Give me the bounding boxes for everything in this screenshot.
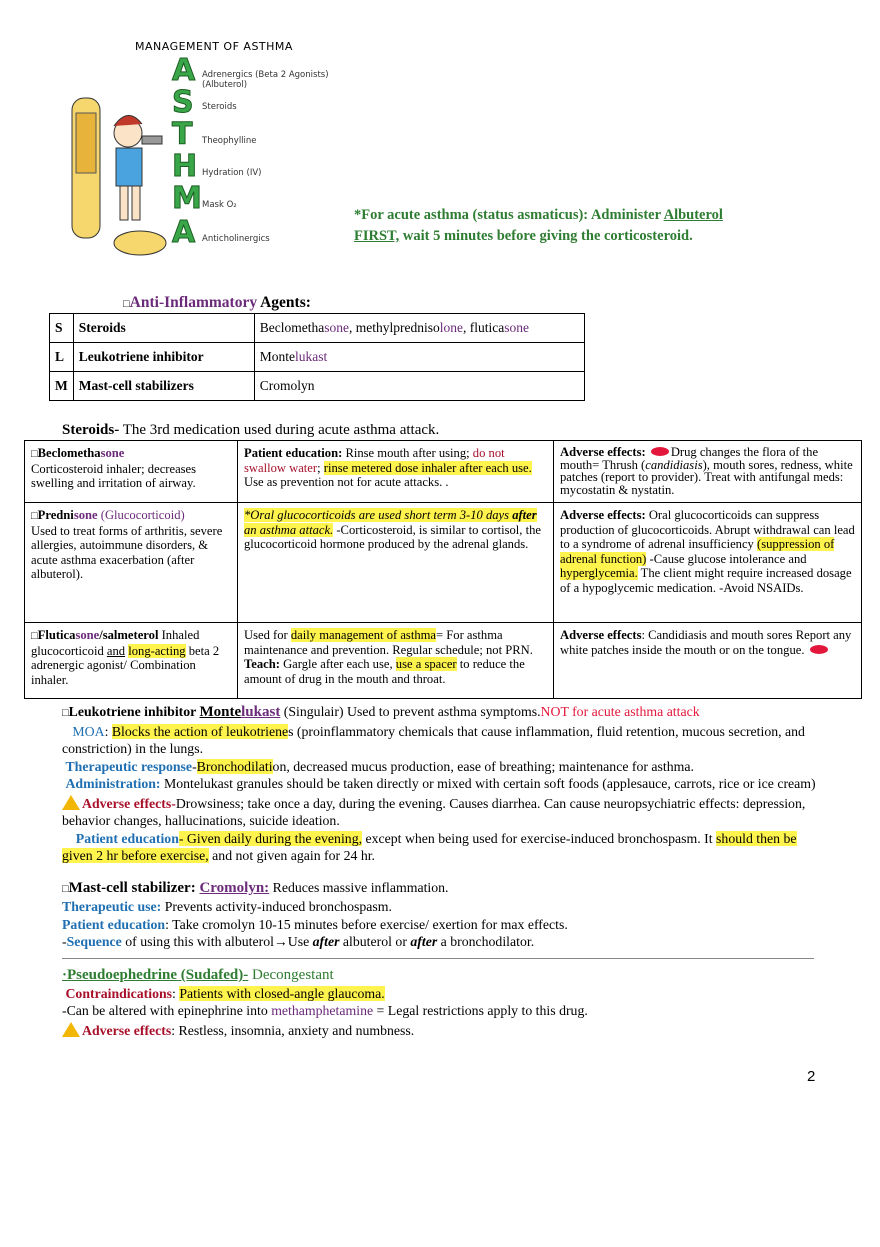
therapeutic-line: Therapeutic response-Bronchodilation, decreased mucus production, ease of breathing; maintenance for asthma.: [65, 758, 694, 774]
agent-letter: L: [50, 343, 74, 372]
letter-t: T: [172, 117, 193, 152]
drug-cell: □Prednisone (Glucocorticoid) Used to treat forms of arthritis, severe allergies, autoimmune disorders, & acute asthma exacerbation (after albuterol).: [25, 503, 238, 623]
pseudo-heading: ·Pseudoephedrine (Sudafed)- Decongestant: [62, 967, 334, 983]
letter-a: A: [172, 53, 196, 88]
mastcell-education-line: Patient education: Take cromolyn 10-15 minutes before exercise/ exertion for max effects.: [62, 916, 568, 932]
patient-education-line: Patient education- Given daily during the evening, except when being used for exercise-induced bronchospasm. It should then be given 2 hr before exercise, and not given again for 24 hr.: [62, 830, 797, 863]
leukotriene-section: [62, 703, 822, 951]
acute-note-prefix: *For acute asthma (status asmaticus): Administer: [354, 207, 664, 223]
agents-label: Agents:: [257, 294, 311, 311]
warning-icon: [62, 1022, 80, 1037]
agent-name: Steroids: [73, 314, 254, 343]
illus-item-anticholinergics: Anticholinergics: [202, 234, 270, 244]
page-number: 2: [807, 1068, 816, 1085]
table-row: [50, 343, 585, 372]
steroids-heading: Steroids- The 3rd medication used during acute asthma attack.: [62, 422, 440, 438]
adverse-line: Adverse effects-Drowsiness; take once a day, during the evening. Causes diarrhea. Can cause neuropsychiatric effects: depression, behavior changes, hallucinations, suicide ideation.: [62, 795, 806, 828]
lips-icon: [810, 645, 828, 654]
adverse-cell: Adverse effects: Candidiasis and mouth sores Report any white patches inside the mouth or on the tongue.: [554, 623, 862, 699]
steroid-table: [24, 440, 862, 699]
usage-cell: Used for daily management of asthma= For asthma maintenance and prevention. Regular schedule; not PRN. Teach: Gargle after each use, use a spacer to reduce the amount of drug in the mouth and throat.: [238, 623, 554, 699]
agent-examples: Beclomethasone, methylprednisolone, fluticasone: [254, 314, 584, 343]
illus-item-theophylline: Theophylline: [202, 136, 257, 146]
drug-cell: □Fluticasone/salmeterol Inhaled glucocorticoid and long-acting beta 2 adrenergic agonist/ Combination inhaler.: [25, 623, 238, 699]
mastcell-sequence-line: -Sequence of using this with albuterol→Use after albuterol or after a bronchodilator.: [62, 934, 535, 949]
divider: [62, 958, 814, 959]
agents-table: [49, 313, 585, 401]
table-row: [25, 623, 862, 699]
illustration-title: MANAGEMENT OF ASTHMA: [135, 40, 293, 53]
mastcell-heading: □Mast-cell stabilizer: Cromolyn: Reduces massive inflammation.: [62, 879, 449, 896]
table-row: [25, 503, 862, 623]
administration-line: Administration: Montelukast granules should be taken directly or mixed with certain soft foods (applesauce, carrots, rice or ice cream): [65, 776, 816, 791]
agent-examples: Cromolyn: [254, 372, 584, 401]
drug-cell: □Beclomethasone Corticosteroid inhaler; decreases swelling and irritation of airway.: [25, 441, 238, 503]
adverse-cell: Adverse effects: Drug changes the flora of the mouth= Thrush (candidiasis), mouth sores, redness, white patches (report to provider). Treat with antifungal meds: mycostatin & nystatin.: [554, 441, 862, 503]
illus-item-mask: Mask O₂: [202, 200, 237, 210]
checkbox-icon: □: [123, 298, 130, 310]
illus-item-steroids: Steroids: [202, 102, 237, 112]
table-row: [50, 314, 585, 343]
pseudo-adverse-line: Adverse effects: Restless, insomnia, anxiety and numbness.: [62, 1020, 822, 1040]
agent-examples: Montelukast: [254, 343, 584, 372]
letter-a2: A: [172, 215, 196, 250]
note-cell: *Oral glucocorticoids are used short term 3-10 days after an asthma attack. -Corticosteroid, is similar to cortisol, the glucocorticoid hormone produced by the adrenal glands.: [238, 503, 554, 623]
letter-h: H: [172, 149, 198, 184]
leukotriene-heading: □Leukotriene inhibitor Montelukast (Singulair) Used to prevent asthma symptoms.NOT for acute asthma attack: [62, 704, 700, 720]
asthma-illustration: [60, 38, 350, 260]
acute-note-first: FIRST,: [354, 228, 400, 244]
agent-letter: S: [50, 314, 74, 343]
mastcell-therapeutic-line: Therapeutic use: Prevents activity-induced bronchospasm.: [62, 899, 392, 914]
pseudoephedrine-section: [62, 966, 822, 1039]
agent-name: Leukotriene inhibitor: [73, 343, 254, 372]
anti-inflammatory-label: Anti-Inflammatory: [129, 294, 258, 311]
adverse-cell: Adverse effects: Oral glucocorticoids can suppress production of glucocorticoids. Abrupt withdrawal can lead to a syndrome of adrenal insufficiency (suppression of adrenal function) -Cause glucose intolerance and hyperglycemia. The client might require increased dosage of a hypoglycemic medication. -Avoid NSAIDs.: [554, 503, 862, 623]
illus-item-hydration: Hydration (IV): [202, 168, 262, 178]
agent-letter: M: [50, 372, 74, 401]
letter-s: S: [172, 85, 194, 120]
illus-item-adrenergics: Adrenergics (Beta 2 Agonists) (Albuterol): [202, 70, 329, 90]
anti-inflammatory-heading: [123, 294, 311, 312]
alteration-line: -Can be altered with epinephrine into methamphetamine = Legal restrictions apply to this drug.: [62, 1003, 588, 1018]
warning-icon: [62, 795, 80, 810]
acute-note-drug: Albuterol: [663, 207, 723, 223]
acute-note-suffix: wait 5 minutes before giving the corticosteroid.: [399, 228, 693, 244]
education-cell: Patient education: Rinse mouth after using; do not swallow water; rinse metered dose inhaler after each use. Use as prevention not for acute attacks. .: [238, 441, 554, 503]
moa-line: MOA: Blocks the action of leukotrienes (proinflammatory chemicals that cause inflammation, fluid retention, mucous secretion, and constriction) in the lungs.: [62, 723, 805, 756]
letter-m: M: [172, 181, 202, 216]
table-row: [25, 441, 862, 503]
contraindications-line: Contraindications: Patients with closed-angle glaucoma.: [65, 985, 385, 1001]
agent-name: Mast-cell stabilizers: [73, 372, 254, 401]
inhaler-cartoon-icon: [60, 58, 170, 258]
table-row: [50, 372, 585, 401]
lips-icon: [651, 447, 669, 456]
acute-asthma-note: [354, 205, 824, 247]
